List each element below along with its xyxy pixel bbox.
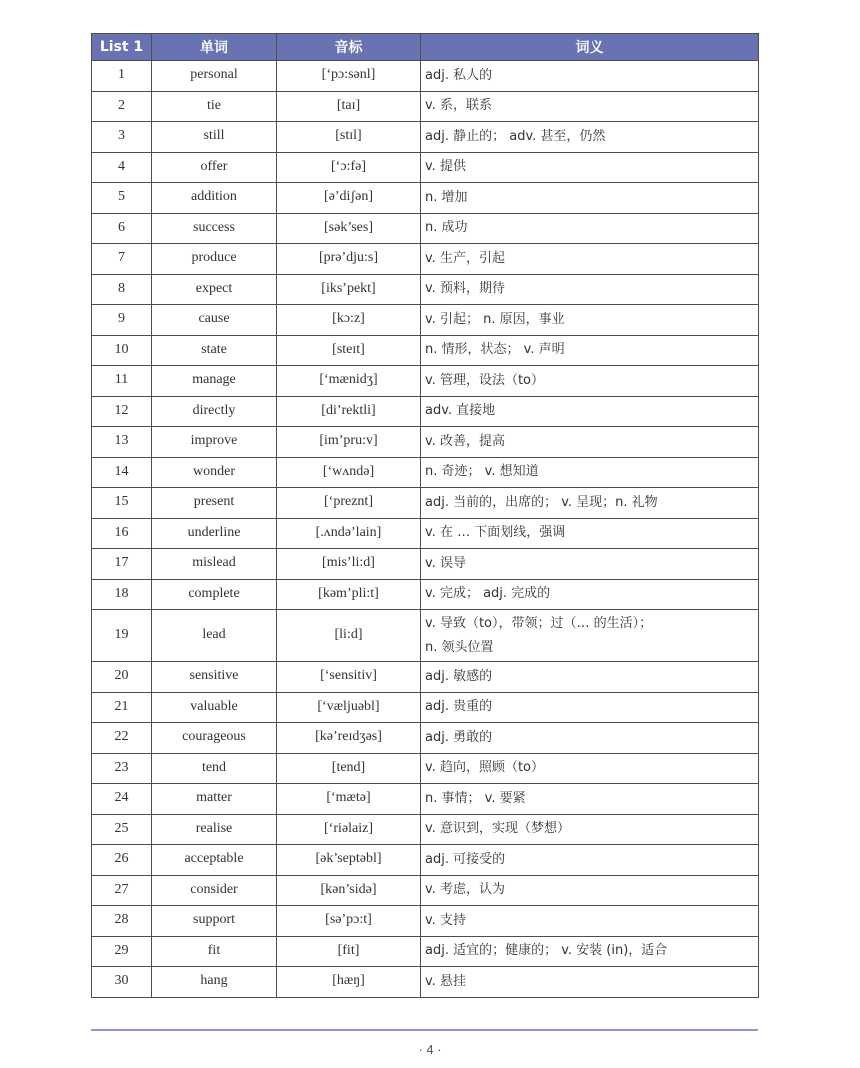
row-number: 28: [92, 906, 152, 937]
row-word: manage: [152, 366, 277, 397]
row-number: 2: [92, 91, 152, 122]
row-number: 14: [92, 457, 152, 488]
row-word: personal: [152, 61, 277, 92]
header-meaning: 词义: [421, 34, 759, 61]
row-meaning: v. 意识到，实现（梦想）: [421, 814, 759, 845]
row-number: 1: [92, 61, 152, 92]
row-number: 3: [92, 122, 152, 153]
row-word: acceptable: [152, 845, 277, 876]
table-header-row: [92, 34, 759, 61]
row-meaning: [421, 610, 759, 662]
row-meaning: adj. 静止的； adv. 甚至，仍然: [421, 122, 759, 153]
row-meaning: v. 系，联系: [421, 91, 759, 122]
row-phonetic: [steɪt]: [277, 335, 421, 366]
table-row: [92, 875, 759, 906]
table-row: [92, 692, 759, 723]
table-row: [92, 366, 759, 397]
table-row: [92, 518, 759, 549]
row-phonetic: [li:d]: [277, 610, 421, 662]
row-word: present: [152, 488, 277, 519]
row-phonetic: [mis’li:d]: [277, 549, 421, 580]
row-meaning: v. 考虑，认为: [421, 875, 759, 906]
row-phonetic: [taɪ]: [277, 91, 421, 122]
row-number: 20: [92, 662, 152, 693]
row-phonetic: [.ʌndə’lain]: [277, 518, 421, 549]
header-list-number: List 1: [92, 34, 152, 61]
row-meaning: n. 情形，状态； v. 声明: [421, 335, 759, 366]
row-phonetic: [ək’septəbl]: [277, 845, 421, 876]
row-meaning: n. 增加: [421, 183, 759, 214]
row-meaning: adj. 可接受的: [421, 845, 759, 876]
table-row: [92, 91, 759, 122]
table-row: [92, 610, 759, 662]
row-meaning: adj. 适宜的；健康的； v. 安装 (in)，适合: [421, 936, 759, 967]
page-number: · 4 ·: [418, 1042, 442, 1057]
vocabulary-table: [91, 33, 759, 998]
row-word: offer: [152, 152, 277, 183]
row-word: produce: [152, 244, 277, 275]
table-row: [92, 753, 759, 784]
row-meaning: v. 误导: [421, 549, 759, 580]
table-row: [92, 457, 759, 488]
row-phonetic: [‘mænidʒ]: [277, 366, 421, 397]
row-word: expect: [152, 274, 277, 305]
row-phonetic: [‘væljuəbl]: [277, 692, 421, 723]
row-number: 15: [92, 488, 152, 519]
row-phonetic: [‘ɔ:fə]: [277, 152, 421, 183]
row-number: 30: [92, 967, 152, 998]
row-number: 7: [92, 244, 152, 275]
row-word: underline: [152, 518, 277, 549]
row-number: 4: [92, 152, 152, 183]
row-word: addition: [152, 183, 277, 214]
row-phonetic: [tend]: [277, 753, 421, 784]
row-phonetic: [kən’sidə]: [277, 875, 421, 906]
row-phonetic: [‘pɔ:sənl]: [277, 61, 421, 92]
row-phonetic: [iks’pekt]: [277, 274, 421, 305]
table-row: [92, 152, 759, 183]
table-row: [92, 183, 759, 214]
table-row: [92, 936, 759, 967]
row-number: 12: [92, 396, 152, 427]
row-word: support: [152, 906, 277, 937]
header-word: 单词: [152, 34, 277, 61]
row-phonetic: [di’rektli]: [277, 396, 421, 427]
row-phonetic: [‘wʌndə]: [277, 457, 421, 488]
table-row: [92, 723, 759, 754]
row-number: 29: [92, 936, 152, 967]
row-meaning: adj. 贵重的: [421, 692, 759, 723]
row-number: 21: [92, 692, 152, 723]
row-phonetic: [‘preznt]: [277, 488, 421, 519]
row-number: 5: [92, 183, 152, 214]
table-row: [92, 122, 759, 153]
row-phonetic: [sək’ses]: [277, 213, 421, 244]
row-phonetic: [ə’diʃən]: [277, 183, 421, 214]
row-meaning: n. 成功: [421, 213, 759, 244]
row-word: success: [152, 213, 277, 244]
row-word: wonder: [152, 457, 277, 488]
footer-divider: [91, 1029, 758, 1031]
row-number: 24: [92, 784, 152, 815]
row-number: 22: [92, 723, 152, 754]
row-phonetic: [kə’reɪdʒəs]: [277, 723, 421, 754]
row-number: 26: [92, 845, 152, 876]
table-row: [92, 967, 759, 998]
row-number: 19: [92, 610, 152, 662]
row-number: 8: [92, 274, 152, 305]
row-meaning: adj. 敏感的: [421, 662, 759, 693]
row-word: cause: [152, 305, 277, 336]
table-row: [92, 906, 759, 937]
table-row: [92, 274, 759, 305]
row-number: 17: [92, 549, 152, 580]
row-word: hang: [152, 967, 277, 998]
table-row: [92, 549, 759, 580]
row-number: 18: [92, 579, 152, 610]
table-row: [92, 305, 759, 336]
row-word: fit: [152, 936, 277, 967]
row-word: realise: [152, 814, 277, 845]
row-number: 6: [92, 213, 152, 244]
table-row: [92, 488, 759, 519]
row-meaning: v. 悬挂: [421, 967, 759, 998]
row-meaning: n. 奇迹； v. 想知道: [421, 457, 759, 488]
row-meaning: v. 支持: [421, 906, 759, 937]
row-meaning: v. 生产，引起: [421, 244, 759, 275]
row-phonetic: [hæŋ]: [277, 967, 421, 998]
row-number: 23: [92, 753, 152, 784]
row-word: complete: [152, 579, 277, 610]
row-word: courageous: [152, 723, 277, 754]
row-meaning-line-2: n. 领头位置: [425, 639, 494, 655]
row-number: 9: [92, 305, 152, 336]
row-word: state: [152, 335, 277, 366]
row-word: tie: [152, 91, 277, 122]
row-word: matter: [152, 784, 277, 815]
table-row: [92, 396, 759, 427]
row-word: tend: [152, 753, 277, 784]
row-word: lead: [152, 610, 277, 662]
table-row: [92, 845, 759, 876]
row-word: consider: [152, 875, 277, 906]
row-word: still: [152, 122, 277, 153]
row-word: sensitive: [152, 662, 277, 693]
table-row: [92, 579, 759, 610]
row-meaning: v. 在 … 下面划线，强调: [421, 518, 759, 549]
row-meaning: v. 改善，提高: [421, 427, 759, 458]
row-meaning: adj. 私人的: [421, 61, 759, 92]
row-number: 10: [92, 335, 152, 366]
row-meaning: n. 事情； v. 要紧: [421, 784, 759, 815]
row-phonetic: [‘mætə]: [277, 784, 421, 815]
row-number: 13: [92, 427, 152, 458]
table-row: [92, 814, 759, 845]
row-meaning: v. 管理，设法（to）: [421, 366, 759, 397]
row-phonetic: [im’pru:v]: [277, 427, 421, 458]
table-row: [92, 662, 759, 693]
row-number: 25: [92, 814, 152, 845]
row-word: valuable: [152, 692, 277, 723]
row-meaning: v. 提供: [421, 152, 759, 183]
row-meaning: adj. 当前的，出席的； v. 呈现；n. 礼物: [421, 488, 759, 519]
row-word: mislead: [152, 549, 277, 580]
table-row: [92, 61, 759, 92]
row-number: 16: [92, 518, 152, 549]
row-meaning: v. 预料，期待: [421, 274, 759, 305]
row-meaning: adj. 勇敢的: [421, 723, 759, 754]
row-meaning-line-1: v. 导致（to），带领；过（… 的生活）；: [425, 615, 653, 631]
row-phonetic: [‘sensitiv]: [277, 662, 421, 693]
table-row: [92, 427, 759, 458]
row-meaning: adv. 直接地: [421, 396, 759, 427]
row-phonetic: [sə’pɔ:t]: [277, 906, 421, 937]
row-meaning: v. 完成； adj. 完成的: [421, 579, 759, 610]
table-row: [92, 213, 759, 244]
row-phonetic: [kəm’pli:t]: [277, 579, 421, 610]
row-phonetic: [kɔ:z]: [277, 305, 421, 336]
row-phonetic: [‘riəlaiz]: [277, 814, 421, 845]
table-row: [92, 784, 759, 815]
row-word: improve: [152, 427, 277, 458]
row-meaning: v. 趋向，照顾（to）: [421, 753, 759, 784]
table-row: [92, 335, 759, 366]
row-number: 11: [92, 366, 152, 397]
row-phonetic: [stɪl]: [277, 122, 421, 153]
row-word: directly: [152, 396, 277, 427]
row-phonetic: [prə’dju:s]: [277, 244, 421, 275]
row-meaning: v. 引起； n. 原因，事业: [421, 305, 759, 336]
table-row: [92, 244, 759, 275]
row-phonetic: [fit]: [277, 936, 421, 967]
row-number: 27: [92, 875, 152, 906]
header-phonetic: 音标: [277, 34, 421, 61]
